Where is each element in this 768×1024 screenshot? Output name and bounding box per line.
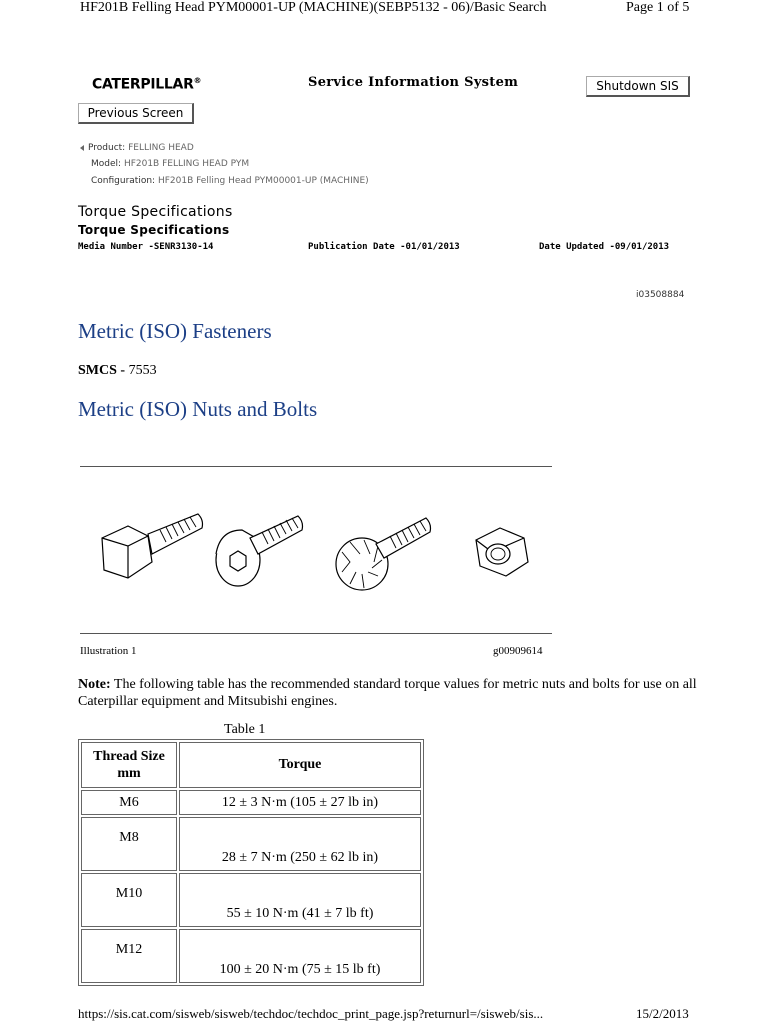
configuration-label: Configuration: <box>91 176 156 186</box>
model-value[interactable]: HF201B FELLING HEAD PYM <box>123 159 250 169</box>
header-thread-size: Thread Size mm <box>81 742 177 788</box>
section-heading-nuts-bolts: Metric (ISO) Nuts and Bolts <box>78 397 318 421</box>
fasteners-illustration <box>80 496 552 616</box>
illustration-top-rule <box>80 466 552 467</box>
caterpillar-logo <box>92 76 201 93</box>
table-caption: Table 1 <box>224 722 266 737</box>
breadcrumb-configuration <box>91 176 369 186</box>
smcs-code <box>78 363 157 379</box>
torque-table <box>78 739 424 986</box>
thread-size-cell: M12 <box>81 929 177 983</box>
torque-cell: 55 ± 10 N·m (41 ± 7 lb ft) <box>179 873 421 927</box>
hex-nut-icon <box>476 528 528 576</box>
logo-text: CATERPILLAR <box>92 76 194 93</box>
back-arrow-icon[interactable] <box>80 145 84 151</box>
product-label: Product: <box>88 143 126 153</box>
illustration-caption: Illustration 1 <box>80 645 137 657</box>
torque-cell: 100 ± 20 N·m (75 ± 15 lb ft) <box>179 929 421 983</box>
product-value[interactable]: FELLING HEAD <box>128 143 194 153</box>
print-header-title: HF201B Felling Head PYM00001-UP (MACHINE)(SEBP5132 - 06)/Basic Search <box>80 0 547 15</box>
thread-size-cell: M6 <box>81 790 177 815</box>
thread-size-cell: M8 <box>81 817 177 871</box>
media-number: Media Number -SENR3130-14 <box>78 242 214 252</box>
model-label: Model: <box>91 159 122 169</box>
hex-bolt-icon <box>102 514 203 578</box>
document-title: Torque Specifications <box>78 204 233 220</box>
smcs-value: 7553 <box>128 363 157 378</box>
breadcrumb-product <box>80 143 194 153</box>
table-row <box>81 790 421 815</box>
table-header-row <box>81 742 421 788</box>
previous-screen-button[interactable]: Previous Screen <box>78 103 194 124</box>
thread-size-cell: M10 <box>81 873 177 927</box>
page-number: Page 1 of 5 <box>626 0 690 15</box>
table-row <box>81 817 421 871</box>
breadcrumb-model <box>91 159 249 169</box>
document-subtitle: Torque Specifications <box>78 223 230 237</box>
illustration-bottom-rule <box>80 633 552 634</box>
registered-mark: ® <box>193 76 202 85</box>
publication-date: Publication Date -01/01/2013 <box>308 242 460 252</box>
note-text: The following table has the recommended standard torque values for metric nuts and bolts for use on all Caterpillar equipment and Mitsubishi engines. <box>78 677 697 709</box>
socket-cap-screw-icon <box>216 516 303 586</box>
configuration-value[interactable]: HF201B Felling Head PYM00001-UP (MACHINE) <box>157 176 369 186</box>
illustration-ref: g00909614 <box>493 645 543 657</box>
footer-url: https://sis.cat.com/sisweb/sisweb/techdoc/techdoc_print_page.jsp?returnurl=/sisweb/sis... <box>78 1006 544 1021</box>
table-row <box>81 873 421 927</box>
twelve-point-bolt-icon <box>336 518 431 590</box>
footer-date: 15/2/2013 <box>636 1006 689 1021</box>
system-title: Service Information System <box>308 75 519 90</box>
date-updated: Date Updated -09/01/2013 <box>539 242 670 252</box>
document-id: i03508884 <box>636 290 685 300</box>
header-torque: Torque <box>179 742 421 788</box>
smcs-label: SMCS - <box>78 363 126 378</box>
section-heading-fasteners: Metric (ISO) Fasteners <box>78 319 272 343</box>
note-paragraph <box>78 676 698 710</box>
table-row <box>81 929 421 983</box>
torque-cell: 28 ± 7 N·m (250 ± 62 lb in) <box>179 817 421 871</box>
torque-cell: 12 ± 3 N·m (105 ± 27 lb in) <box>179 790 421 815</box>
note-label: Note: <box>78 677 111 692</box>
shutdown-sis-button[interactable]: Shutdown SIS <box>586 76 690 97</box>
